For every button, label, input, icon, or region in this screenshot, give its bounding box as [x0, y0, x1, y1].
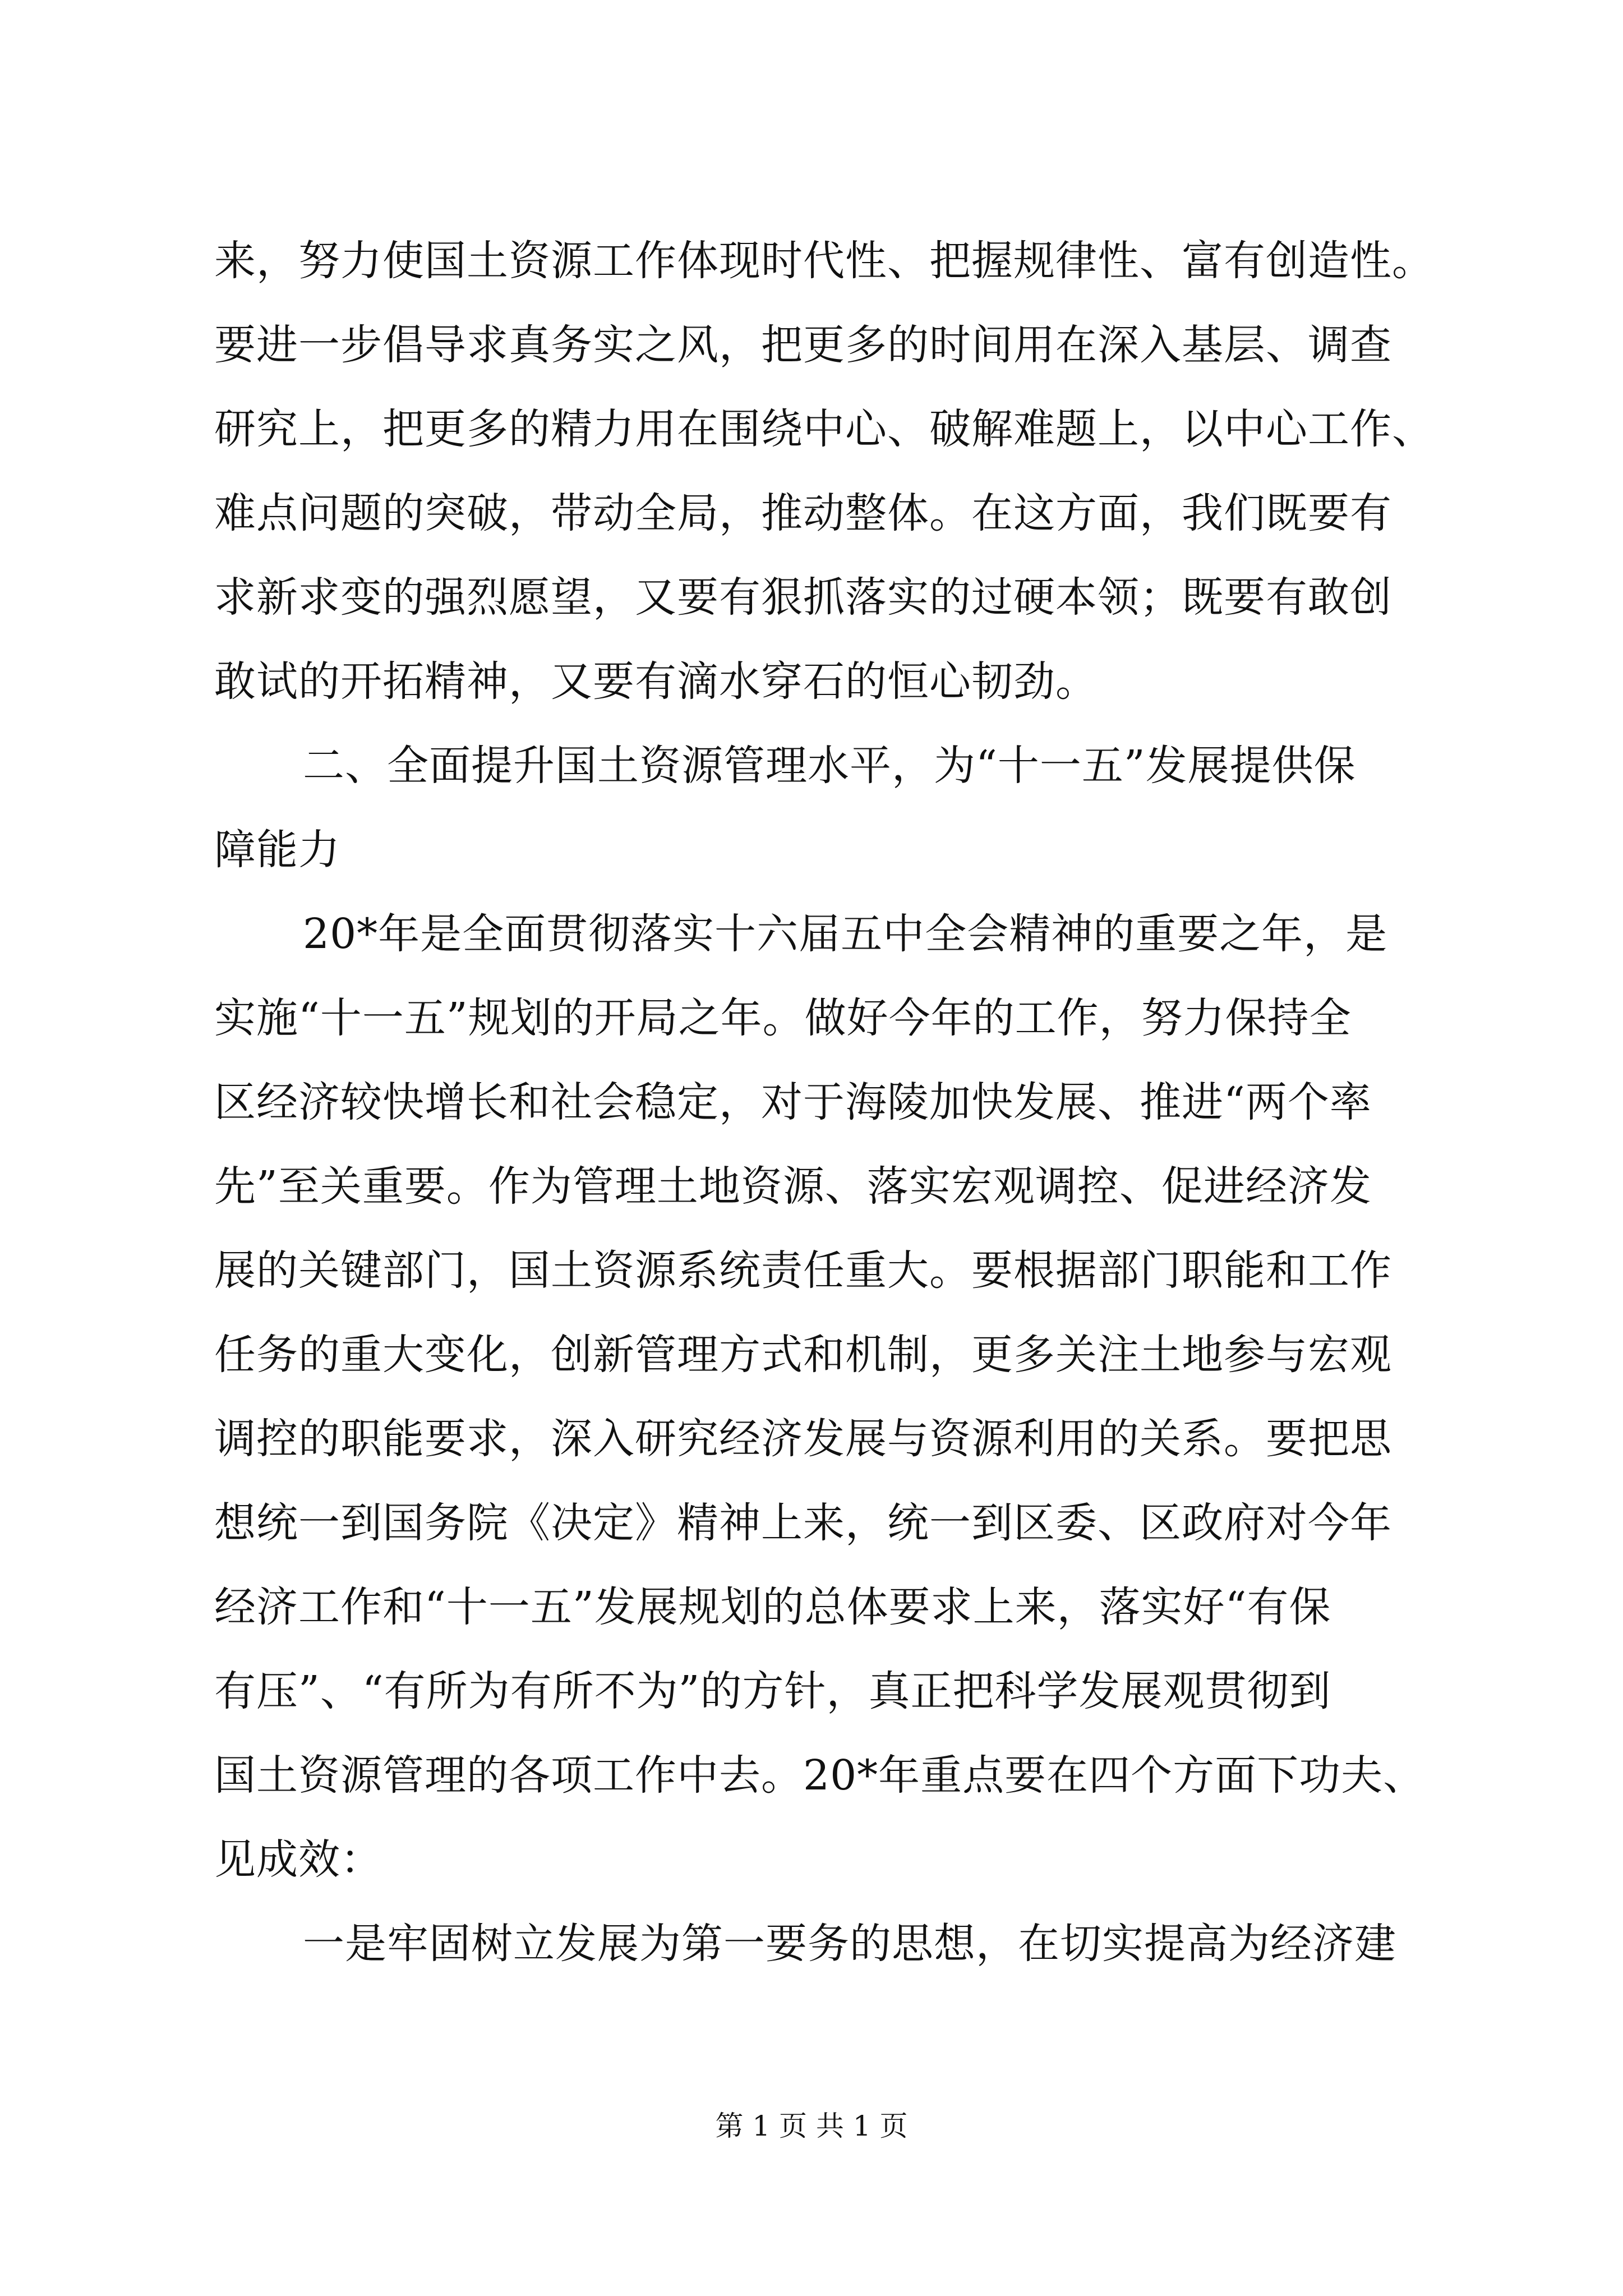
text-line: 见成效：: [214, 1835, 382, 1884]
text-line: 难点问题的突破，带动全局，推动整体。在这方面，我们既要有: [214, 489, 1392, 537]
text-line: 敢试的开拓精神，又要有滴水穿石的恒心韧劲。: [214, 657, 1098, 706]
text-line: 实施“十一五”规划的开局之年。做好今年的工作，努力保持全: [214, 994, 1352, 1042]
text-line: 国土资源管理的各项工作中去。20*年重点要在四个方面下功夫、: [214, 1751, 1426, 1800]
text-line: 经济工作和“十一五”发展规划的总体要求上来，落实好“有保: [214, 1583, 1331, 1631]
text-line: 想统一到国务院《决定》精神上来，统一到区委、区政府对今年: [214, 1499, 1392, 1547]
text-line: 要进一步倡导求真务实之风，把更多的时间用在深入基层、调查: [214, 321, 1392, 369]
section-heading-line: 二、全面提升国土资源管理水平，为“十一五”发展提供保: [303, 742, 1356, 790]
page-number-label: 第 1 页 共 1 页: [715, 2110, 908, 2142]
text-line: 20*年是全面贯彻落实十六届五中全会精神的重要之年，是: [303, 910, 1388, 958]
page-footer: [0, 2109, 1623, 2143]
text-line: 有压”、“有所为有所不为”的方针，真正把科学发展观贯彻到: [214, 1667, 1331, 1715]
text-line: 先”至关重要。作为管理土地资源、落实宏观调控、促进经济发: [214, 1162, 1372, 1211]
section-heading-line: 障能力: [214, 826, 340, 874]
text-line: 展的关键部门，国土资源系统责任重大。要根据部门职能和工作: [214, 1246, 1392, 1295]
text-line: 区经济较快增长和社会稳定，对于海陵加快发展、推进“两个率: [214, 1078, 1372, 1126]
text-line: 调控的职能要求，深入研究经济发展与资源利用的关系。要把思: [214, 1415, 1392, 1463]
document-body: [214, 219, 1434, 1986]
text-line: 来，努力使国土资源工作体现时代性、把握规律性、富有创造性。: [214, 237, 1434, 285]
text-line: 研究上，把更多的精力用在围绕中心、破解难题上，以中心工作、: [214, 405, 1434, 453]
text-line: 求新求变的强烈愿望，又要有狠抓落实的过硬本领；既要有敢创: [214, 573, 1392, 622]
text-line: 一是牢固树立发展为第一要务的思想，在切实提高为经济建: [303, 1920, 1396, 1968]
text-line: 任务的重大变化，创新管理方式和机制，更多关注土地参与宏观: [214, 1331, 1392, 1379]
